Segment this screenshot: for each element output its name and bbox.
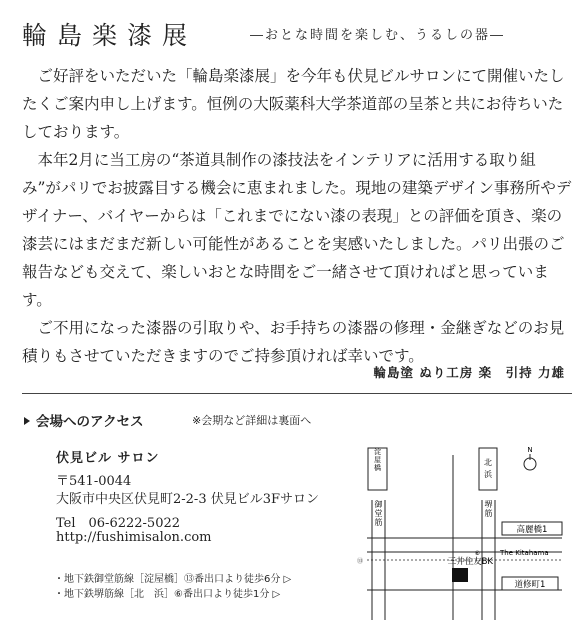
venue-phone: Tel 06-6222-5022: [56, 516, 181, 531]
compass-label: N: [527, 446, 533, 454]
street-label-bottom: 道修町1: [514, 580, 546, 590]
venue-marker: [452, 568, 468, 582]
route-midosuji: ・地下鉄御堂筋線［淀屋橋］⑬番出口より徒歩6分 ▷: [54, 574, 292, 585]
access-note: ※会期など詳細は裏面へ: [192, 414, 312, 427]
signature: 輪島塗 ぬり工房 楽 引持 力雄: [373, 365, 565, 380]
access-heading: [24, 410, 144, 430]
section-divider: [22, 393, 572, 394]
access-heading-label: 会場へのアクセス: [36, 414, 144, 430]
hotel-label: The Kitahama: [500, 549, 549, 557]
street-label-top: 高麗橋1: [516, 525, 548, 535]
venue-name: 伏見ビル サロン: [56, 451, 160, 466]
street-label-right: 堺筋: [484, 500, 493, 518]
exit-label-left: ⑬: [357, 558, 364, 565]
paragraph-paris: 本年2月に当工房の“茶道具制作の漆技法をインテリアに活用する取り組み”がパリでお披露目する機会に恵まれました。現地の建築デザイン事務所やデザイナー、バイヤーからは「これまでにない漆の表現」との評価を頂き、楽の漆芸にはまだまだ新しい可能性があることを実感いたしました。パリ出張のご報告なども交えて、楽しいおとな時間をご一緒させて頂ければと思っています。: [22, 151, 572, 309]
invitation-body: [22, 62, 572, 370]
triangle-bullet-icon: [24, 417, 30, 425]
station-label-right: 北浜: [483, 458, 493, 482]
bank-label: 三井住友BK: [447, 557, 493, 567]
exhibition-subtitle: ―おとな時間を楽しむ、うるしの器―: [250, 28, 506, 43]
paragraph-repair: ご不用になった漆器の引取りや、お手持ちの漆器の修理・金継ぎなどのお見積りもさせていただきますのでご持参頂ければ幸いです。: [22, 319, 565, 365]
exhibition-title: 輪島楽漆展: [22, 21, 198, 50]
header: [22, 14, 572, 50]
map-compass: [524, 446, 536, 470]
exit-label-right: ⑥: [474, 550, 480, 557]
postal-code: 〒541-0044: [56, 474, 132, 489]
station-label-left: 淀屋橋: [373, 448, 382, 472]
route-sakaisuji: ・地下鉄堺筋線［北 浜］⑥番出口より徒歩1分 ▷: [54, 589, 281, 600]
access-map: [357, 440, 572, 620]
street-label-left: 御堂筋: [374, 500, 383, 527]
paragraph-intro: ご好評をいただいた「輪島楽漆展」を今年も伏見ビルサロンにて開催いたしたくご案内申し上げます。恒例の大阪薬科大学茶道部の呈茶と共にお待ちいたしております。: [22, 67, 565, 141]
venue-address: 大阪市中央区伏見町2-2-3 伏見ビル3Fサロン: [56, 492, 320, 507]
venue-url[interactable]: http://fushimisalon.com: [56, 530, 212, 545]
